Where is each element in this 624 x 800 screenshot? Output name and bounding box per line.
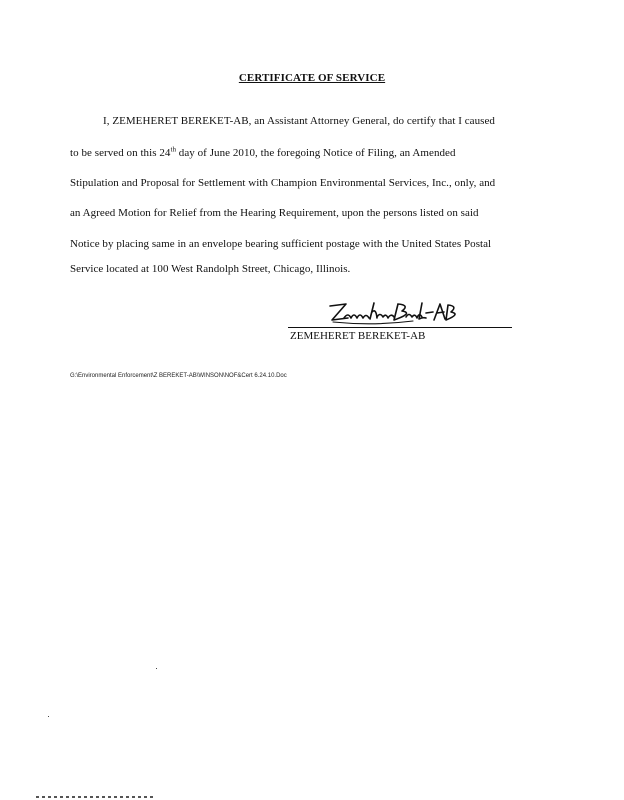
scan-edge-artifact: [36, 796, 156, 798]
scan-speck: [156, 668, 157, 669]
document-title: CERTIFICATE OF SERVICE: [238, 72, 386, 84]
body-line-1: I, ZEMEHERET BEREKET-AB, an Assistant Attorney General, do certify that I caused: [103, 115, 495, 127]
ordinal-suffix: th: [170, 145, 176, 154]
signer-name: ZEMEHERET BEREKET-AB: [290, 330, 426, 342]
body-line-5: Notice by placing same in an envelope bearing sufficient postage with the United States Postal: [70, 238, 492, 250]
signature-line: [288, 327, 512, 328]
handwritten-signature: [288, 298, 512, 330]
body-line-2: [70, 147, 456, 159]
body-line-6: Service located at 100 West Randolph Street, Chicago, Illinois.: [70, 263, 351, 275]
signature-scribble: [288, 298, 512, 330]
body-line-2-end: day of June 2010, the foregoing Notice of Filing, an Amended: [176, 147, 456, 159]
body-line-3: Stipulation and Proposal for Settlement with Champion Environmental Services, Inc., only, and: [70, 177, 496, 189]
file-path-footer: G:\Environmental Enforcement\Z BEREKET-AB\WINSON\NOF&Cert 6.24.10.Doc: [70, 373, 287, 379]
body-line-2-start: to be served on this 24: [70, 147, 171, 159]
scan-speck: [48, 716, 49, 717]
body-line-4: an Agreed Motion for Relief from the Hearing Requirement, upon the persons listed on said: [70, 207, 479, 219]
